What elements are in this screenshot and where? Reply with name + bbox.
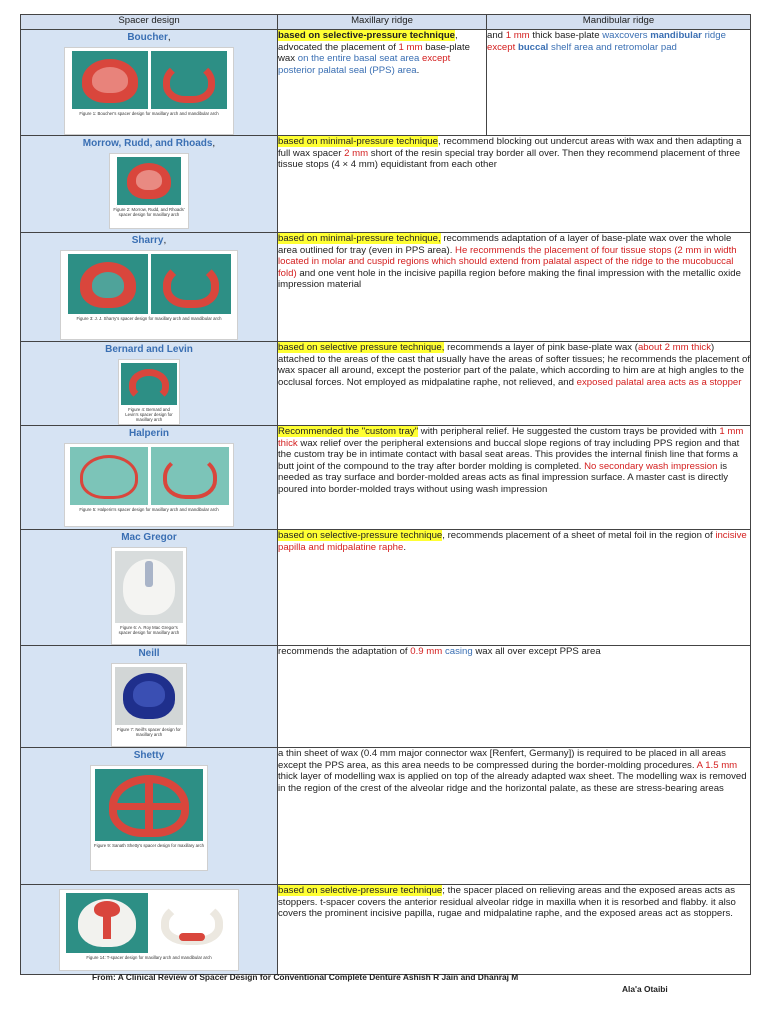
design-cell	[21, 30, 278, 136]
description: recommends the adaptation of 0.9 mm casing wax all over except PPS area	[278, 646, 751, 748]
figure-shetty	[90, 765, 208, 871]
table-row	[21, 426, 751, 530]
maxillary-cast-photo	[115, 551, 183, 623]
description: based on selective-pressure technique; the spacer placed on relieving areas and the exposed areas acts as stoppers. t-spacer covers the anterior residual alveolar ridge in maxilla when it is resorbed and flabby. it also covers the prominent incisive papilla, rugae and midpalatine raphe, and the exposed areas act as stoppers.	[278, 885, 751, 975]
figure-caption: Figure 14: T-spacer design for maxillary arch and mandibular arch	[86, 955, 212, 960]
figure-boucher	[64, 47, 234, 135]
design-name: Halperin	[128, 428, 169, 439]
maxillary-cast-photo	[95, 769, 203, 841]
table-row	[21, 342, 751, 426]
mandibular-cast-photo	[151, 254, 231, 314]
table-row	[21, 885, 751, 975]
design-cell	[21, 646, 278, 748]
figure-morrow	[109, 153, 189, 229]
table-row	[21, 748, 751, 885]
maxillary-cast-photo	[115, 667, 183, 725]
design-cell	[21, 342, 278, 426]
maxillary-description: based on selective-pressure technique, advocated the placement of 1 mm base-plate wax on the entire basal seat area except posterior palatal seal (PPS) area.	[278, 30, 487, 136]
figure-caption: Figure 7: Neill's spacer design for maxillary arch	[117, 727, 181, 737]
mandibular-cast-photo	[151, 893, 233, 953]
figure-caption: Figure 6: A. Roy Mac Gregor's spacer design for maxillary arch	[118, 625, 180, 635]
table-row	[21, 136, 751, 233]
design-cell	[21, 426, 278, 530]
design-cell	[21, 885, 278, 975]
figure-halperin	[64, 443, 234, 527]
figure-neill	[111, 663, 187, 747]
design-name: Boucher,	[127, 32, 171, 43]
figure-caption: Figure 2: Morrow, Rudd, and Rhoads' spacer design for maxillary arch	[113, 207, 185, 217]
design-name: Bernard and Levin	[105, 344, 193, 355]
design-cell	[21, 530, 278, 646]
figure-bernard-levin	[118, 359, 180, 425]
header-mandibular-ridge: Mandibular ridge	[487, 15, 751, 30]
figure-caption: Figure 3: J. J. Sharry's spacer design for maxillary arch and mandibular arch	[76, 316, 222, 321]
description: based on minimal-pressure technique, recommend blocking out undercut areas with wax and then adapting a full wax spacer 2 mm short of the resin special tray border all over. Then they recommend placement of three tissue stops (4 × 4 mm) equidistant from each other	[278, 136, 751, 233]
design-cell	[21, 136, 278, 233]
mandibular-cast-photo	[151, 447, 229, 505]
maxillary-cast-photo	[72, 51, 148, 109]
figure-caption: Figure 9: Sanath Shetty's spacer design for maxillary arch	[94, 843, 204, 848]
table-row	[21, 646, 751, 748]
mandibular-description: and 1 mm thick base-plate waxcovers mandibular ridge except buccal shelf area and retromolar pad	[487, 30, 751, 136]
header-maxillary-ridge: Maxillary ridge	[278, 15, 487, 30]
figure-t-spacer	[59, 889, 239, 971]
table-header-row	[21, 15, 751, 30]
design-cell	[21, 748, 278, 885]
design-cell	[21, 233, 278, 342]
design-name: Neill	[138, 648, 160, 659]
description: Recommended the "custom tray" with peripheral relief. He suggested the custom trays be provided with 1 mm thick wax relief over the peripheral extensions and buccal slope regions of tray including PPS region and that the custom tray be in intimate contact with basal seat areas. This provides the internal finish line that forms a butt joint of the compound to the tray after border molding is completed. No secondary wash impression is needed as tray surface and border-molded areas acts as final impression surface. A master cast is directly poured into border-molded trays without using wash impression	[278, 426, 751, 530]
source-citation: From: A Clinical Review of Spacer Design for Conventional Complete Denture Ashish R Jain and Dhanraj M	[92, 972, 519, 982]
figure-mac-gregor	[111, 547, 187, 645]
design-name: Shetty	[133, 750, 165, 761]
figure-sharry	[60, 250, 238, 340]
figure-caption: Figure 5: Halperin's spacer design for maxillary arch and mandibular arch	[79, 507, 219, 512]
maxillary-cast-photo	[68, 254, 148, 314]
maxillary-cast-photo	[70, 447, 148, 505]
design-name: Morrow, Rudd, and Rhoads,	[82, 138, 216, 149]
table-row	[21, 30, 751, 136]
header-spacer-design: Spacer design	[21, 15, 278, 30]
description: based on minimal-pressure technique, recommends adaptation of a layer of base-plate wax over the whole area outlined for tray (even in PPS area). He recommends the placement of four tissue stops (2 mm in width located in molar and cuspid regions which should extend from palatal aspect of the ridge to the mucobuccal fold) and one vent hole in the incisive papilla region before making the final impression with the metallic oxide impression material	[278, 233, 751, 342]
maxillary-cast-photo	[66, 893, 148, 953]
maxillary-cast-photo	[117, 157, 181, 205]
spacer-design-table	[20, 14, 751, 975]
description: based on selective pressure technique, recommends a layer of pink base-plate wax (about 2 mm thick) attached to the areas of the cast that usually have the areas of softer tissues; he recommends the placement of wax spacer all around, except the posterior part of the palate, which according to him are at high angles to the occlusal forces. Not employed as midpalatine raphe, not relieved, and exposed palatal area acts as a stopper	[278, 342, 751, 426]
mandibular-cast-photo	[151, 51, 227, 109]
figure-caption: Figure 1: Boucher's spacer design for maxillary arch and mandibular arch	[79, 111, 219, 116]
design-name: Sharry,	[131, 235, 167, 246]
table-row	[21, 233, 751, 342]
author-name: Ala'a Otaibi	[622, 984, 668, 994]
description: based on selective-pressure technique, recommends placement of a sheet of metal foil in the region of incisive papilla and midpalatine raphe.	[278, 530, 751, 646]
maxillary-cast-photo	[121, 363, 177, 405]
design-name: Mac Gregor	[121, 532, 177, 543]
description: a thin sheet of wax (0.4 mm major connector wax [Renfert, Germany]) is required to be placed in all areas except the PPS area, as this area needs to be compressed during the border-molding procedures. A 1.5 mm thick layer of modelling wax is applied on top of the already adapted wax sheet. The modelling wax is removed in the region of the crest of the alveolar ridge and the horizontal palate, as these are stress-bearing areas	[278, 748, 751, 885]
figure-caption: Figure 4: Bernard and Levin's spacer design for maxillary arch	[125, 407, 173, 422]
table-row	[21, 530, 751, 646]
